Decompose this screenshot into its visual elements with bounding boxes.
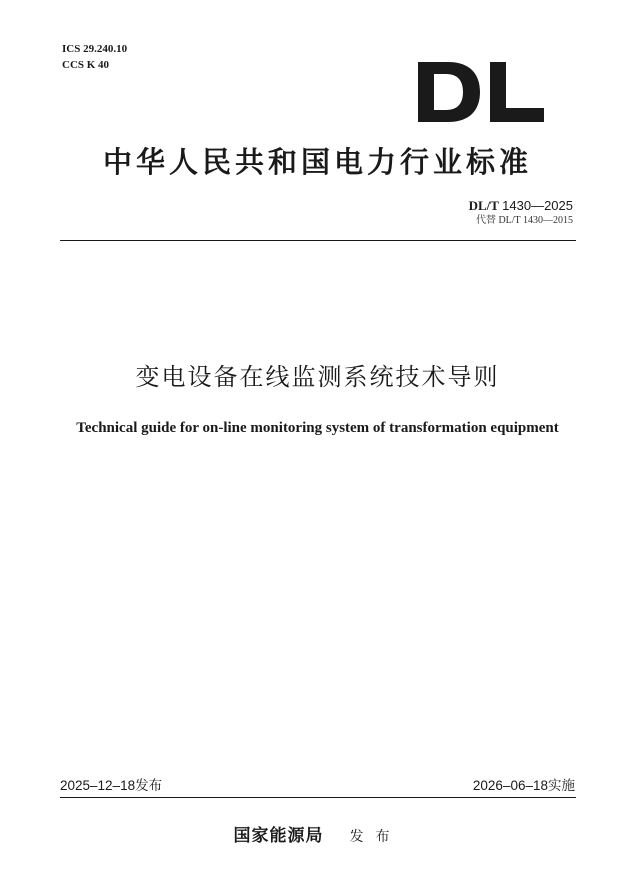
standard-number — [469, 198, 573, 214]
ics-code: ICS 29.240.10 — [62, 43, 128, 55]
dl-logo — [418, 62, 544, 122]
implementation-date: 2026–06–18实施 — [472, 778, 575, 793]
ccs-code: CCS K 40 — [62, 59, 110, 71]
replaces-standard: 代替 DL/T 1430—2015 — [475, 215, 573, 226]
publisher — [0, 825, 635, 848]
top-divider — [60, 240, 576, 241]
bottom-divider — [60, 797, 576, 798]
title-chinese: 变电设备在线监测系统技术导则 — [135, 363, 500, 391]
publisher-name: 国家能源局 — [233, 826, 324, 846]
standard-organization: 中华人民共和国电力行业标准 — [102, 145, 532, 179]
publisher-action: 发布 — [349, 829, 402, 845]
issue-date: 2025–12–18发布 — [60, 778, 163, 793]
title-english: Technical guide for on-line monitoring system of transformation equipment — [76, 420, 559, 436]
standard-number-value: 1430—2025 — [502, 198, 573, 213]
standard-code-prefix: DL/T — [468, 198, 499, 213]
